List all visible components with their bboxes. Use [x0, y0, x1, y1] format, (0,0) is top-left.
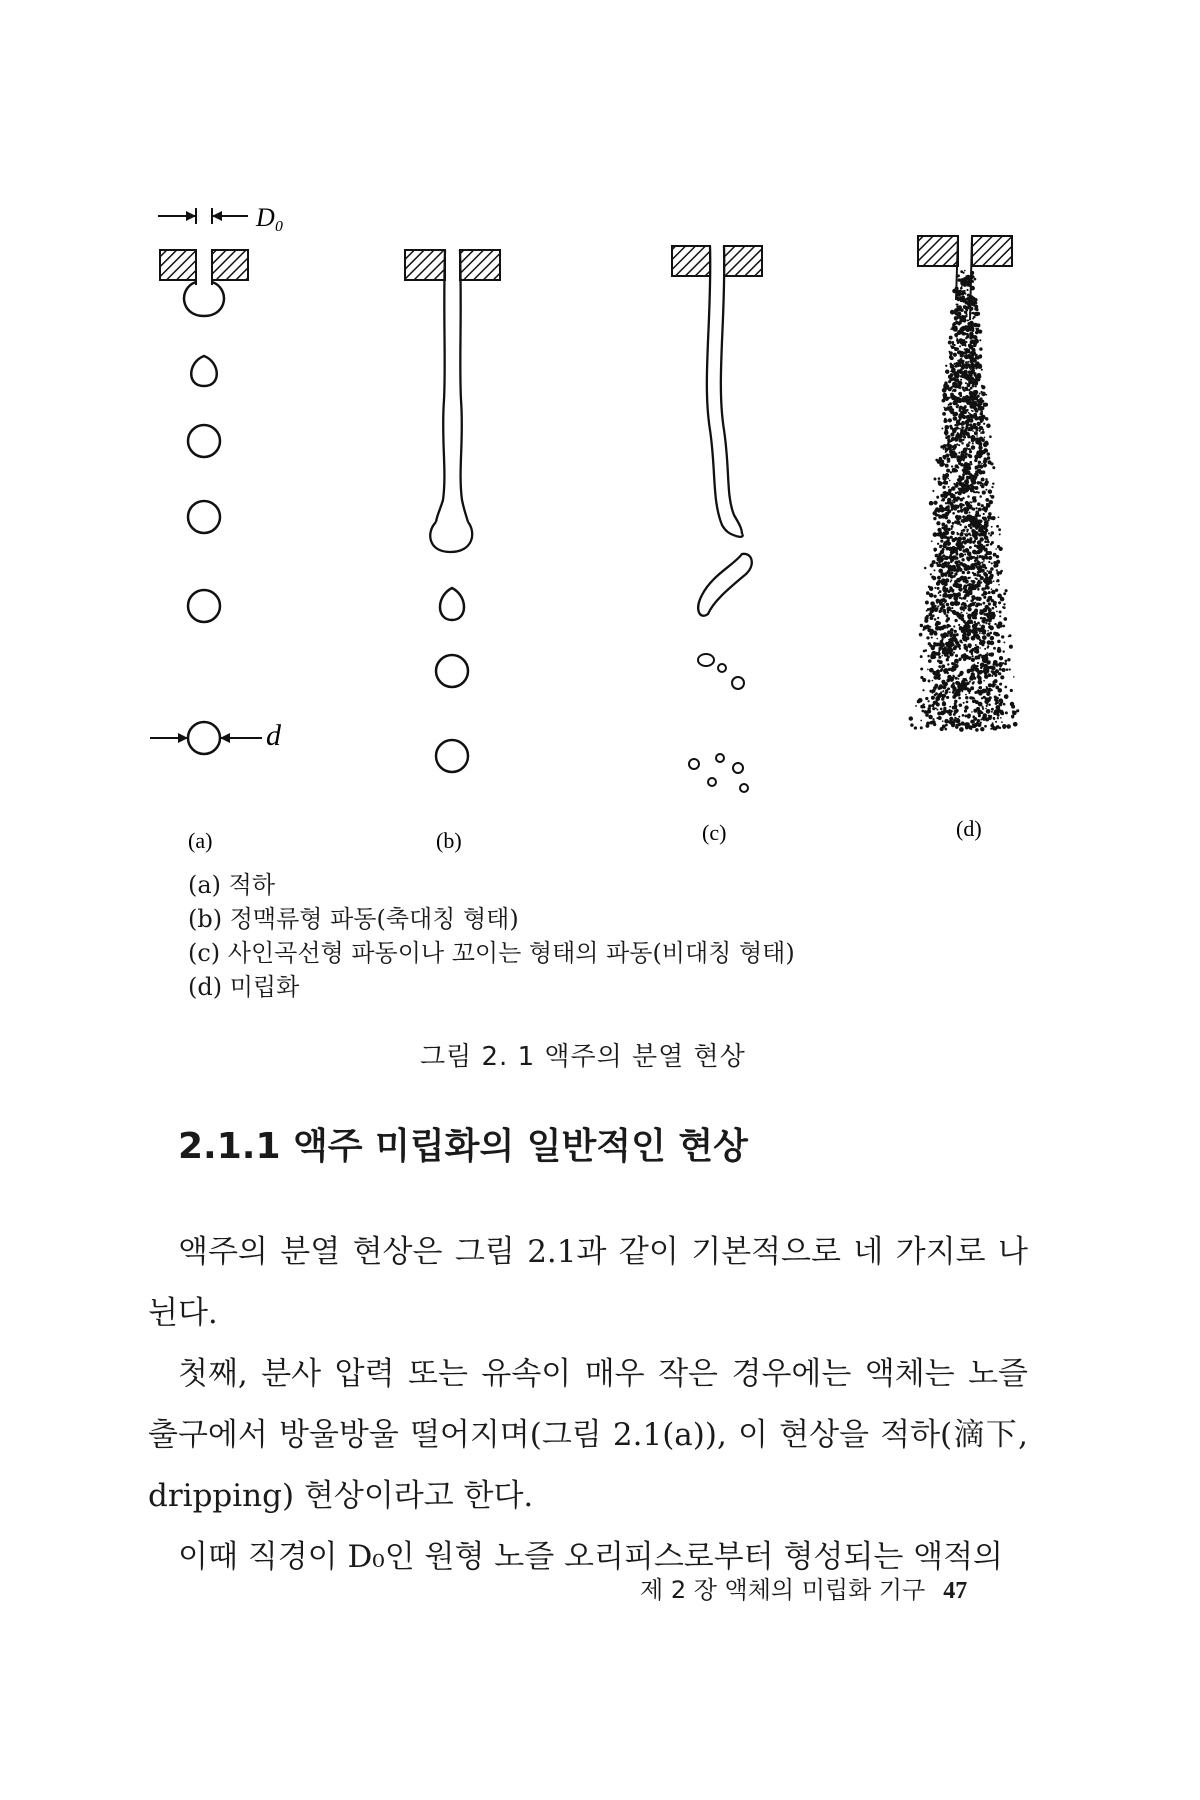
legend-item-a: (a) 적하	[188, 871, 276, 899]
panel-label-a: (a)	[188, 828, 213, 853]
page-number: 47	[943, 1578, 968, 1604]
panel-c-sinuous	[672, 246, 762, 792]
page-footer	[640, 1570, 967, 1605]
paragraph-2: 첫째, 분사 압력 또는 유속이 매우 작은 경우에는 액체는 노즐 출구에서 방울방울 떨어지며(그림 2.1(a)), 이 현상을 적하(滴下, dripping) 현상이라고 한다.	[148, 1356, 1028, 1514]
legend-item-c: (c) 사인곡선형 파동이나 꼬이는 형태의 파동(비대칭 형태)	[188, 939, 795, 967]
paragraph-1: 액주의 분열 현상은 그림 2.1과 같이 기본적으로 네 가지로 나뉜다.	[148, 1234, 1028, 1331]
figure-legend	[188, 868, 795, 1004]
panel-a-dripping	[150, 208, 262, 754]
panel-label-b: (b)	[436, 828, 462, 853]
section-heading: 2.1.1 액주 미립화의 일반적인 현상	[178, 1126, 748, 1167]
d0-label: D₀	[256, 203, 284, 232]
body-text	[148, 1222, 1028, 1588]
spray-cloud	[909, 270, 1020, 732]
d-label: d	[266, 719, 281, 752]
panel-label-d: (d)	[956, 816, 982, 841]
running-footer-chapter: 제 2 장 액체의 미립화 기구	[640, 1576, 926, 1604]
legend-item-d: (d) 미립화	[188, 973, 300, 1001]
figure-caption: 그림 2. 1 액주의 분열 현상	[420, 1042, 746, 1072]
legend-item-b: (b) 정맥류형 파동(축대칭 형태)	[188, 905, 519, 933]
figure-liquid-jet-breakup	[0, 0, 1200, 860]
paragraph-3: 이때 직경이 D₀인 원형 노즐 오리피스로부터 형성되는 액적의	[178, 1539, 1003, 1575]
panel-d-atomization	[909, 236, 1020, 732]
panel-label-c: (c)	[702, 820, 727, 845]
panel-b-varicose	[405, 250, 500, 772]
